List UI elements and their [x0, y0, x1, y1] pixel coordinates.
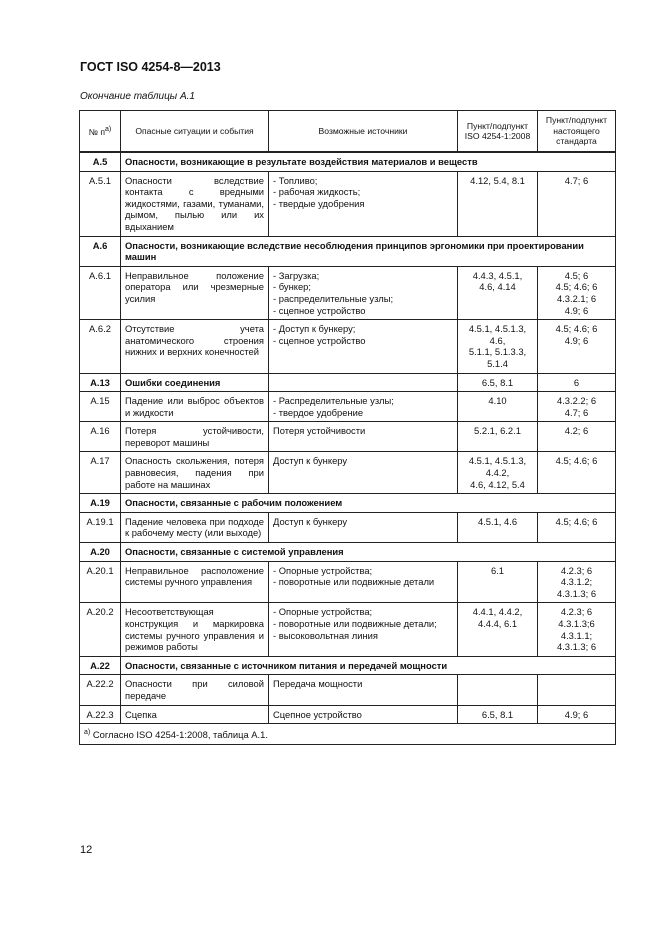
iso-ref-line: 4.4.3, 4.5.1, [472, 269, 523, 281]
iso-ref-line: 4.4.4, 6.1 [477, 618, 518, 629]
std-ref-line: 4.9; 6 [564, 708, 589, 720]
sources-cell [269, 171, 458, 236]
table-row [80, 236, 616, 266]
situation-cell: Падение или выброс объектов и жидкости [121, 392, 269, 422]
situation-cell: Опасности при силовой передаче [121, 675, 269, 705]
std-ref-cell [538, 675, 616, 705]
header-sources: Возможные источники [269, 111, 458, 153]
std-ref-line: 4.3.1.2; [560, 576, 593, 588]
row-number: A.20 [80, 543, 121, 562]
source-line: - Топливо; [273, 174, 318, 186]
header-num-footnote-mark: а) [105, 125, 112, 133]
sources-cell [269, 512, 458, 542]
table-row [80, 512, 616, 542]
source-line: - Распределительные узлы; [273, 395, 394, 407]
group-title: Ошибки соединения [121, 373, 269, 392]
iso-ref-line: 4.4.2, [485, 467, 510, 479]
situation-cell: Опасность скольжения, потеря равновесия, падения при работе на машинах [121, 452, 269, 494]
std-ref-line: 4.5; 4.6; 6 [555, 515, 598, 527]
source-line: Передача мощности [273, 678, 363, 690]
table-row [80, 266, 616, 319]
iso-ref-line: 5.1.1, 5.1.3.3, [468, 346, 527, 358]
row-number: A.5.1 [80, 171, 121, 236]
sources-cell [269, 675, 458, 705]
iso-ref-cell [458, 561, 538, 603]
std-ref-line: 4.9; 6 [564, 334, 589, 346]
footnote-mark: а) [84, 729, 91, 737]
std-ref-cell [538, 266, 616, 319]
std-ref-line: 4.3.1.3; 6 [556, 641, 597, 653]
iso-ref-cell [458, 171, 538, 236]
iso-ref-cell [458, 266, 538, 319]
iso-ref-line: 4.12, 5.4, 8.1 [470, 174, 525, 186]
source-line: - рабочая жидкость; [273, 186, 361, 198]
situation-cell: Отсутствие учета анатомического строения нижних и верхних конечностей [121, 320, 269, 373]
header-num [80, 111, 121, 153]
table-row [80, 675, 616, 705]
std-ref-line: 4.5; 6 [564, 269, 589, 281]
std-ref-cell [538, 422, 616, 452]
source-line: - Опорные устройства; [273, 606, 373, 618]
std-ref-line: 4.5; 4.6; 6 [555, 323, 598, 335]
header-std-ref-line: настоящего [553, 125, 600, 136]
group-title: Опасности, связанные с системой управления [121, 543, 616, 562]
group-title: Опасности, связанные с рабочим положением [121, 494, 616, 513]
std-ref-line: 4.7; 6 [564, 406, 589, 418]
source-line: - поворотные или подвижные детали [273, 576, 435, 588]
source-line: - высоковольтная линия [273, 629, 378, 641]
source-line: Сцепное устройство [273, 708, 362, 720]
std-ref-line: 4.9; 6 [564, 304, 589, 316]
table-row [80, 171, 616, 236]
iso-ref-cell [458, 603, 538, 656]
row-number: A.15 [80, 392, 121, 422]
sources-cell [269, 705, 458, 724]
iso-ref-line: 6.5, 8.1 [481, 708, 514, 720]
row-number: A.13 [80, 373, 121, 392]
iso-ref-cell [458, 320, 538, 373]
iso-ref-line: 6.5, 8.1 [481, 376, 514, 388]
std-ref-cell [538, 603, 616, 656]
std-ref-line: 4.7; 6 [564, 174, 589, 186]
row-number: A.17 [80, 452, 121, 494]
sources-cell [269, 266, 458, 319]
source-line: - сцепное устройство [273, 334, 366, 346]
table-row [80, 392, 616, 422]
source-line: - поворотные или подвижные детали; [273, 618, 437, 629]
sources-cell [269, 452, 458, 494]
situation-cell: Потеря устойчивости, переворот машины [121, 422, 269, 452]
hazards-table [79, 110, 616, 745]
footnote-text: Согласно ISO 4254-1:2008, таблица А.1. [92, 729, 268, 741]
group-title: Опасности, возникающие в результате воздействия материалов и веществ [121, 152, 616, 171]
table-row [80, 152, 616, 171]
page-number: 12 [80, 844, 93, 856]
iso-ref-cell [458, 705, 538, 724]
std-ref-line: 4.2; 6 [564, 425, 589, 437]
sources-cell [269, 422, 458, 452]
table-row [80, 656, 616, 675]
iso-ref-line: 4.4.1, 4.4.2, [472, 606, 523, 618]
row-number: A.6 [80, 236, 121, 266]
table-row [80, 494, 616, 513]
std-ref-line: 4.3.1.1; [560, 629, 593, 641]
source-line: - твердые удобрения [273, 197, 365, 209]
row-number: A.20.2 [80, 603, 121, 656]
header-iso-ref-line: ISO 4254-1:2008 [464, 131, 531, 141]
std-ref-cell [538, 392, 616, 422]
group-title: Опасности, связанные с источником питания и передачей мощности [121, 656, 616, 675]
source-line: Потеря устойчивости [273, 425, 366, 437]
std-ref-line: 4.5; 4.6; 6 [555, 281, 598, 293]
source-line: - Доступ к бункеру; [273, 323, 356, 335]
iso-ref-line: 5.1.4 [487, 357, 508, 369]
iso-ref-cell [458, 422, 538, 452]
sources-cell [269, 392, 458, 422]
header-num-label: № п [88, 126, 106, 137]
std-ref-cell [538, 512, 616, 542]
row-number: A.22 [80, 656, 121, 675]
std-ref-line: 4.5; 4.6; 6 [555, 455, 598, 467]
iso-ref-line: 4.6, 4.14 [479, 281, 516, 293]
sources-cell [269, 603, 458, 656]
source-line: - твердое удобрение [273, 406, 364, 418]
std-ref-line: 4.3.2.1; 6 [556, 292, 597, 304]
situation-cell: Неправильное расположение системы ручного управления [121, 561, 269, 603]
iso-ref-line: 4.6, [489, 334, 506, 346]
iso-ref-cell [458, 373, 538, 392]
iso-ref-line: 5.2.1, 6.2.1 [474, 425, 521, 437]
source-line: - распределительные узлы; [273, 292, 394, 304]
table-row [80, 452, 616, 494]
row-number: A.19.1 [80, 512, 121, 542]
sources-cell [269, 373, 458, 392]
header-situations: Опасные ситуации и события [121, 111, 269, 153]
sources-cell [269, 561, 458, 603]
std-ref-line: 4.3.1.3; 6 [556, 587, 597, 599]
document-header: ГОСТ ISO 4254-8—2013 [80, 60, 221, 74]
std-ref-line: 4.3.2.2; 6 [556, 395, 597, 407]
header-iso-ref [458, 111, 538, 153]
row-number: A.16 [80, 422, 121, 452]
source-line: Доступ к бункеру [273, 515, 348, 527]
iso-ref-line: 4.5.1, 4.5.1.3, [468, 323, 527, 335]
std-ref-cell [538, 452, 616, 494]
header-iso-ref-line: Пункт/подпункт [466, 120, 529, 131]
iso-ref-line: 4.5.1, 4.5.1.3, [468, 455, 527, 467]
table-caption: Окончание таблицы А.1 [80, 91, 195, 102]
table-row [80, 561, 616, 603]
table-row [80, 603, 616, 656]
situation-cell: Падение человека при подходе к рабочему месту (или выходе) [121, 512, 269, 542]
table-footnote [80, 724, 616, 745]
table-row [80, 422, 616, 452]
row-number: A.19 [80, 494, 121, 513]
situation-cell: Опасности вследствие контакта с вредными жидкостями, газами, туманами, дымом, пылью или их вдыханием [121, 171, 269, 236]
header-std-ref [538, 111, 616, 153]
table-header [80, 111, 616, 153]
std-ref-cell [538, 561, 616, 603]
source-line: - Загрузка; [273, 269, 320, 281]
std-ref-line: 4.2.3; 6 [560, 564, 593, 576]
table-body [80, 152, 616, 724]
std-ref-line: 6 [573, 376, 580, 388]
iso-ref-cell [458, 512, 538, 542]
header-std-ref-line: Пункт/подпункт [545, 115, 608, 126]
situation-cell: Неправильное положение оператора или чрезмерные усилия [121, 266, 269, 319]
std-ref-cell [538, 171, 616, 236]
iso-ref-line: 4.6, 4.12, 5.4 [470, 478, 525, 490]
group-title: Опасности, возникающие вследствие несоблюдения принципов эргономики при проектировании машин [121, 236, 616, 266]
table-row [80, 543, 616, 562]
row-number: A.5 [80, 152, 121, 171]
table-row [80, 373, 616, 392]
situation-cell: Сцепка [121, 705, 269, 724]
iso-ref-cell [458, 675, 538, 705]
row-number: A.22.3 [80, 705, 121, 724]
row-number: A.6.1 [80, 266, 121, 319]
std-ref-cell [538, 320, 616, 373]
iso-ref-line: 4.10 [488, 395, 507, 407]
situation-cell: Несоответствующая конструкция и маркировка системы ручного управления и режимов работы [121, 603, 269, 656]
std-ref-cell [538, 373, 616, 392]
sources-cell [269, 320, 458, 373]
std-ref-cell [538, 705, 616, 724]
iso-ref-cell [458, 452, 538, 494]
table-row [80, 320, 616, 373]
std-ref-line: 4.2.3; 6 [560, 606, 593, 618]
row-number: A.22.2 [80, 675, 121, 705]
source-line: - бункер; [273, 281, 311, 293]
iso-ref-cell [458, 392, 538, 422]
table-row [80, 705, 616, 724]
source-line: Доступ к бункеру [273, 455, 348, 467]
source-line: - сцепное устройство [273, 304, 366, 316]
iso-ref-line: 4.5.1, 4.6 [477, 515, 518, 527]
std-ref-line: 4.3.1.3;6 [558, 618, 595, 629]
iso-ref-line: 6.1 [490, 564, 505, 576]
row-number: A.20.1 [80, 561, 121, 603]
header-std-ref-line: стандарта [556, 136, 597, 147]
row-number: A.6.2 [80, 320, 121, 373]
source-line: - Опорные устройства; [273, 564, 373, 576]
